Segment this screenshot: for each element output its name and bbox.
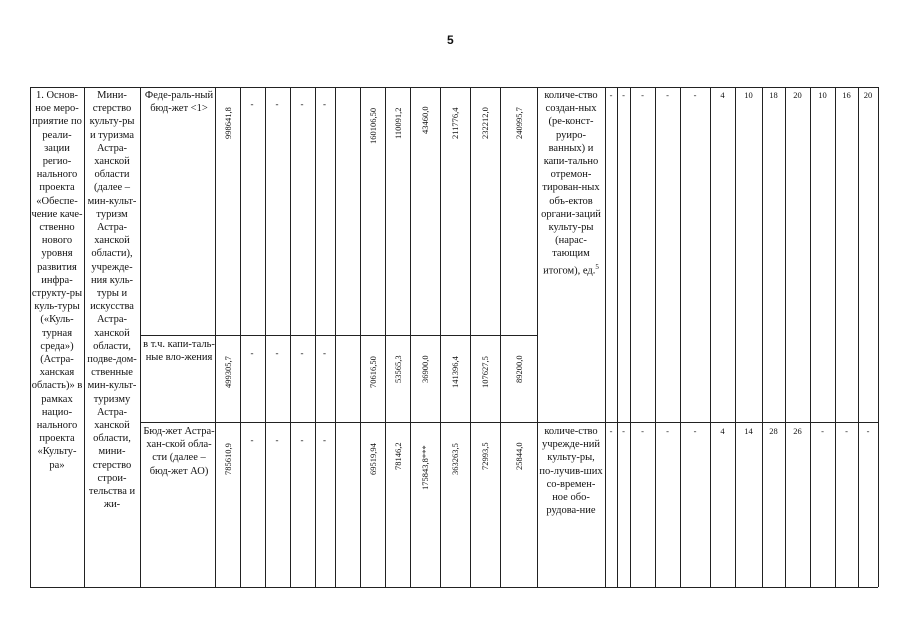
amount-dash: - (300, 99, 304, 109)
amount-dash: - (250, 435, 254, 445)
indicator-value: 26 (793, 426, 802, 436)
amount-dash: - (323, 348, 326, 358)
indicator-dash: - (641, 90, 644, 100)
amount-dash: - (300, 435, 304, 445)
table-rule (385, 87, 386, 587)
indicator-value: 16 (842, 90, 851, 100)
table-rule (410, 87, 411, 587)
table-rule (360, 87, 361, 587)
table-rule (537, 87, 538, 587)
table-rule (265, 87, 266, 587)
indicator-value: 20 (793, 90, 802, 100)
amount-value: 43460,0 (420, 106, 430, 134)
page-number: 5 (447, 33, 454, 47)
table-rule (500, 87, 501, 587)
amount-value: 232212,0 (480, 106, 490, 139)
table-rule (835, 87, 836, 587)
column-rule (84, 87, 85, 587)
indicator-dash: - (609, 426, 613, 436)
table-rule (762, 87, 763, 587)
amount-dash: - (300, 348, 304, 358)
table-rule (858, 87, 859, 587)
table-right-rule (878, 87, 879, 587)
indicator-dash: - (821, 426, 824, 436)
table-rule (470, 87, 471, 587)
indicator-dash: - (693, 90, 697, 100)
table-rule (440, 87, 441, 587)
column-rule (605, 87, 606, 587)
indicator-text-body: количе-ство создан-ных (ре-конст-руиро-ванных) и капи-тально отремон-тирован-ных объ-ектов органи-заций культу-ры (нарас-тающим итогом), ед. (541, 90, 601, 277)
amount-value: 240995,7 (513, 106, 524, 139)
indicator-dash: - (845, 426, 848, 436)
amount-value: 107627,5 (480, 355, 490, 388)
table-top-rule (30, 87, 878, 88)
amount-value: 499305,7 (222, 355, 233, 388)
amount-value: 78146,2 (392, 442, 403, 470)
funding-source-label: Бюд-жет Астра-хан-ской обла-сти (далее – бюд-жет АО) (143, 426, 215, 477)
amount-dash: - (250, 99, 254, 109)
amount-value: 175843,8*** (420, 445, 430, 491)
amount-value: 363263,5 (450, 442, 460, 475)
indicator-dash: - (666, 90, 669, 100)
row-separator (140, 335, 537, 336)
event-cell: 1. Основ-ное меро-приятие по реали-зации регио-нального проекта «Обеспе-чение каче-ственно нового уровня развития инфра-структу-ры куль-туры («Куль-турная среда») (Астра-ханская область)» в рамках нацио-нального проекта «Культу-ра» (31, 90, 83, 471)
indicator-dash: - (622, 426, 625, 436)
indicator-dash: - (641, 426, 644, 436)
amount-value: 25844,0 (513, 442, 524, 470)
table-rule (735, 87, 736, 587)
indicator-dash: - (609, 90, 613, 100)
amount-value: 69519,94 (367, 442, 378, 475)
column-rule (215, 87, 216, 587)
amount-value: 998641,8 (222, 106, 233, 139)
indicator-value: 10 (744, 90, 753, 100)
footnote-mark: 5 (595, 262, 599, 271)
amount-dash: - (275, 435, 279, 445)
amount-value: 70616,50 (367, 355, 378, 388)
indicator-value: 4 (720, 426, 725, 436)
amount-dash: - (323, 99, 326, 109)
table-rule (655, 87, 656, 587)
table-rule (315, 87, 316, 587)
amount-value: 89200,0 (513, 355, 524, 383)
indicator-value: 10 (818, 90, 827, 100)
table-rule (617, 87, 618, 587)
funding-source-label: Феде-раль-ный бюд-жет <1> (144, 90, 214, 115)
row-separator (140, 422, 878, 423)
amount-value: 211776,4 (450, 107, 460, 139)
amount-value: 53565,3 (392, 355, 403, 383)
table-rule (630, 87, 631, 587)
indicator-text (539, 89, 603, 277)
program-table (30, 87, 878, 587)
table-rule (680, 87, 681, 587)
table-rule (335, 87, 336, 587)
funding-source-label: в т.ч. капи-таль-ные вло-жения (143, 339, 215, 364)
table-bottom-rule (30, 587, 878, 588)
indicator-value: 20 (863, 90, 873, 100)
column-rule (140, 87, 141, 587)
table-rule (710, 87, 711, 587)
amount-value: 72993,5 (480, 442, 490, 470)
amount-dash: - (275, 99, 279, 109)
amount-value: 141396,4 (450, 355, 460, 388)
indicator-value: 14 (744, 426, 753, 436)
table-rule (785, 87, 786, 587)
indicator-dash: - (666, 426, 669, 436)
indicator-value: 4 (720, 90, 725, 100)
amount-value: 785610,9 (222, 442, 233, 475)
amount-value: 160106,50 (367, 107, 378, 144)
executor-cell: Мини-стерство культу-ры и туризма Астра-ханской области (далее – мин-культ-туризм Астра-ханской области), учрежде-ния куль-туры и искусства Астра-ханской области, подве-дом-ственные мин-культ-туризму Астра-ханской области, мини-стерство строи-тельства и жи- (87, 90, 137, 511)
amount-dash: - (250, 348, 254, 358)
indicator-text: количе-ство учрежде-ний культу-ры, по-лучив-ших со-времен-ное обо-рудова-ние (539, 426, 603, 517)
indicator-dash: - (693, 426, 697, 436)
amount-dash: - (275, 348, 279, 358)
table-rule (290, 87, 291, 587)
indicator-dash: - (866, 426, 870, 436)
indicator-value: 28 (769, 426, 778, 436)
indicator-value: 18 (769, 90, 778, 100)
amount-dash: - (323, 435, 326, 445)
indicator-dash: - (622, 90, 625, 100)
table-rule (240, 87, 241, 587)
table-rule (810, 87, 811, 587)
amount-value: 110091,2 (392, 107, 403, 139)
amount-value: 36900,0 (420, 355, 430, 383)
